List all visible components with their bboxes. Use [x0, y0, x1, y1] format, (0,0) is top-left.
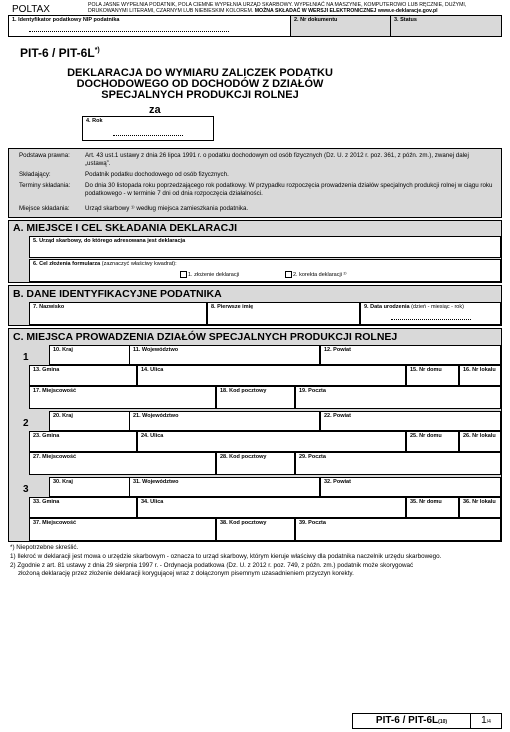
- province-label: 11. Województwo: [133, 347, 179, 353]
- location-group-number: 1: [23, 352, 29, 363]
- purpose-field: [29, 259, 501, 282]
- instructions: [88, 2, 498, 14]
- commune-field[interactable]: [29, 431, 137, 452]
- tax-office-field[interactable]: [29, 236, 501, 258]
- commune-label: 33. Gmina: [33, 499, 60, 505]
- first-name-label: 8. Pierwsze imię: [211, 304, 254, 310]
- info-label: Podstawa prawna:: [19, 152, 70, 159]
- section-c: [8, 328, 502, 542]
- option-correction[interactable]: [285, 271, 347, 278]
- post-office-label: 39. Poczta: [299, 520, 326, 526]
- section-c-heading: C. MIEJSCA PROWADZENIA DZIAŁÓW SPECJALNYCH PRODUKCJI ROLNEJ: [13, 331, 398, 343]
- form-code-sup: *): [94, 47, 100, 54]
- postal-code-label: 18. Kod pocztowy: [220, 388, 267, 394]
- option-correction-label: 2. korekta deklaracji ²⁾: [293, 271, 347, 278]
- county-field[interactable]: [320, 411, 501, 431]
- bottom-form-code: [352, 713, 502, 729]
- country-label: 20. Kraj: [53, 413, 73, 419]
- document-number-label: 2. Nr dokumentu: [294, 17, 338, 23]
- street-field[interactable]: [137, 497, 406, 518]
- locality-label: 37. Miejscowość: [33, 520, 77, 526]
- street-label: 24. Ulica: [141, 433, 164, 439]
- location-group-number: 3: [23, 484, 29, 495]
- apartment-number-label: 26. Nr lokalu: [463, 433, 496, 439]
- tax-office-label: 5. Urząd skarbowy, do którego adresowana jest deklaracja: [33, 238, 186, 244]
- brand-label: POLTAX: [12, 4, 50, 15]
- country-label: 10. Kraj: [53, 347, 73, 353]
- apartment-number-label: 36. Nr lokalu: [463, 499, 496, 505]
- year-field[interactable]: [82, 116, 214, 141]
- house-number-field[interactable]: [406, 431, 459, 452]
- page-current: 1: [481, 715, 487, 726]
- instructions-line-1: POLA JASNE WYPEŁNIA PODATNIK, POLA CIEMNE WYPEŁNIA URZĄD SKARBOWY. WYPEŁNIAĆ NA MASZYNIE, KOMPUTEROWO LUB RĘCZNIE, DUŻYMI,: [88, 2, 467, 8]
- apartment-number-field[interactable]: [459, 365, 501, 386]
- commune-field[interactable]: [29, 365, 137, 386]
- house-number-field[interactable]: [406, 365, 459, 386]
- form-title-line-1: DEKLARACJA DO WYMIARU ZALICZEK PODATKU: [67, 67, 333, 79]
- za-label: za: [149, 104, 161, 116]
- section-a: [8, 220, 502, 283]
- info-text: Urząd skarbowy ¹⁾ według miejsca zamieszkania podatnika.: [85, 205, 249, 212]
- purpose-hint: (zaznaczyć właściwy kwadrat):: [101, 261, 177, 267]
- county-field[interactable]: [320, 477, 501, 497]
- province-label: 21. Województwo: [133, 413, 179, 419]
- post-office-field[interactable]: [295, 452, 501, 475]
- bottom-version: (10): [438, 719, 448, 725]
- street-label: 34. Ulica: [141, 499, 164, 505]
- post-office-label: 29. Poczta: [299, 454, 326, 460]
- province-label: 31. Województwo: [133, 479, 179, 485]
- birth-date-field[interactable]: [360, 302, 501, 325]
- birth-date-hint: (dzień - miesiąc - rok): [411, 304, 464, 310]
- house-number-label: 15. Nr domu: [410, 367, 442, 373]
- purpose-label: 6. Cel złożenia formularza: [33, 261, 101, 267]
- form-title: [20, 68, 380, 101]
- form-title-line-2: DOCHODOWEGO OD DOCHODÓW Z DZIAŁÓW: [76, 78, 324, 90]
- location-group-number: 2: [23, 418, 29, 429]
- page-number: [471, 714, 501, 728]
- province-field[interactable]: [129, 345, 320, 365]
- house-number-label: 25. Nr domu: [410, 433, 442, 439]
- postal-code-label: 28. Kod pocztowy: [220, 454, 267, 460]
- post-office-field[interactable]: [295, 518, 501, 541]
- option-submission[interactable]: [180, 271, 239, 278]
- section-b: [8, 285, 502, 326]
- form-code-text: PIT-6 / PIT-6L: [20, 46, 95, 60]
- footnote-1: 1) Ilekroć w deklaracji jest mowa o urzędzie skarbowym - oznacza to urząd skarbowy, którym kieruje właściwy dla podatnika naczelnik urzędu skarbowego.: [10, 553, 442, 560]
- county-label: 32. Powiat: [324, 479, 351, 485]
- postal-code-field[interactable]: [216, 386, 295, 409]
- footnote-2b: złożoną deklarację przez złożenie deklaracji korygującej wraz z dołączonym pisemnym uzasadnieniem przyczyn korekty.: [18, 570, 354, 577]
- info-label: Terminy składania:: [19, 182, 71, 189]
- post-office-label: 19. Poczta: [299, 388, 326, 394]
- locality-field[interactable]: [29, 452, 216, 475]
- info-text: Do dnia 30 listopada roku poprzedzającego rok podatkowy. W przypadku rozpoczęcia prowadzenia działów specjalnych produkcji rolnej w ciągu roku podatkowego - w terminie 7 dni od dnia rozpoczęcia działalności.: [85, 182, 493, 197]
- document-number-field: [291, 16, 391, 36]
- status-field: [391, 16, 501, 36]
- checkbox[interactable]: [285, 271, 292, 278]
- top-fields: [8, 15, 502, 37]
- house-number-field[interactable]: [406, 497, 459, 518]
- year-label: 4. Rok: [86, 118, 103, 124]
- county-label: 22. Powiat: [324, 413, 351, 419]
- status-label: 3. Status: [394, 17, 417, 23]
- locality-label: 27. Miejscowość: [33, 454, 77, 460]
- county-label: 12. Powiat: [324, 347, 351, 353]
- nip-field[interactable]: [9, 16, 291, 36]
- country-label: 30. Kraj: [53, 479, 73, 485]
- form-title-line-3: SPECJALNYCH PRODUKCJI ROLNEJ: [101, 89, 299, 101]
- apartment-number-label: 16. Nr lokalu: [463, 367, 496, 373]
- commune-label: 13. Gmina: [33, 367, 60, 373]
- info-text: Podatnik podatku dochodowego od osób fizycznych.: [85, 171, 229, 178]
- bottom-code-cell: [353, 714, 471, 728]
- street-label: 14. Ulica: [141, 367, 164, 373]
- province-field[interactable]: [129, 411, 320, 431]
- postal-code-field[interactable]: [216, 452, 295, 475]
- checkbox[interactable]: [180, 271, 187, 278]
- postal-code-label: 38. Kod pocztowy: [220, 520, 267, 526]
- apartment-number-field[interactable]: [459, 497, 501, 518]
- locality-field[interactable]: [29, 386, 216, 409]
- instructions-line-2: DRUKOWANYMI LITERAMI, CZARNYM LUB NIEBIESKIM KOLOREM.: [88, 8, 254, 14]
- county-field[interactable]: [320, 345, 501, 365]
- commune-field[interactable]: [29, 497, 137, 518]
- nip-ticks: [29, 29, 229, 32]
- locality-field[interactable]: [29, 518, 216, 541]
- page-total: /4: [486, 719, 491, 725]
- instructions-url: www.e-deklaracje.gov.pl: [377, 8, 438, 14]
- street-field[interactable]: [137, 431, 406, 452]
- bottom-code: PIT-6 / PIT-6L: [375, 715, 439, 726]
- footnote-0: *) Niepotrzebne skreślić.: [10, 544, 79, 551]
- info-text: Art. 43 ust.1 ustawy z dnia 26 lipca 1991 r. o podatku dochodowym od osób fizycznych (Dz. U. z 2012 r. poz. 361, z późn. zm.), zwanej dalej „ustawą”.: [85, 152, 469, 167]
- option-submission-label: 1. złożenie deklaracji: [188, 271, 240, 278]
- section-a-heading: A. MIEJSCE I CEL SKŁADANIA DEKLARACJI: [13, 222, 238, 234]
- birth-date-ticks: [391, 317, 471, 320]
- commune-label: 23. Gmina: [33, 433, 60, 439]
- footnote-2a: 2) Zgodnie z art. 81 ustawy z dnia 29 sierpnia 1997 r. - Ordynacja podatkowa (Dz. U. z 2012 r. poz. 749, z późn. zm.) podatnik może skorygować: [10, 562, 414, 569]
- form-code: [20, 46, 100, 60]
- info-label: Miejsce składania:: [19, 205, 70, 212]
- surname-field[interactable]: [29, 302, 207, 325]
- birth-date-label: 9. Data urodzenia: [364, 304, 410, 310]
- locality-label: 17. Miejscowość: [33, 388, 77, 394]
- post-office-field[interactable]: [295, 386, 501, 409]
- nip-label: 1. Identyfikator podatkowy NIP podatnika: [12, 17, 120, 23]
- info-label: Składający:: [19, 171, 51, 178]
- house-number-label: 35. Nr domu: [410, 499, 442, 505]
- postal-code-field[interactable]: [216, 518, 295, 541]
- instructions-electronic: MOŻNA SKŁADAĆ W WERSJI ELEKTRONICZNEJ: [254, 8, 377, 14]
- year-ticks: [113, 133, 183, 136]
- section-b-heading: B. DANE IDENTYFIKACYJNE PODATNIKA: [13, 288, 222, 300]
- surname-label: 7. Nazwisko: [33, 304, 65, 310]
- first-name-field[interactable]: [207, 302, 360, 325]
- province-field[interactable]: [129, 477, 320, 497]
- apartment-number-field[interactable]: [459, 431, 501, 452]
- legal-info: [8, 148, 502, 218]
- street-field[interactable]: [137, 365, 406, 386]
